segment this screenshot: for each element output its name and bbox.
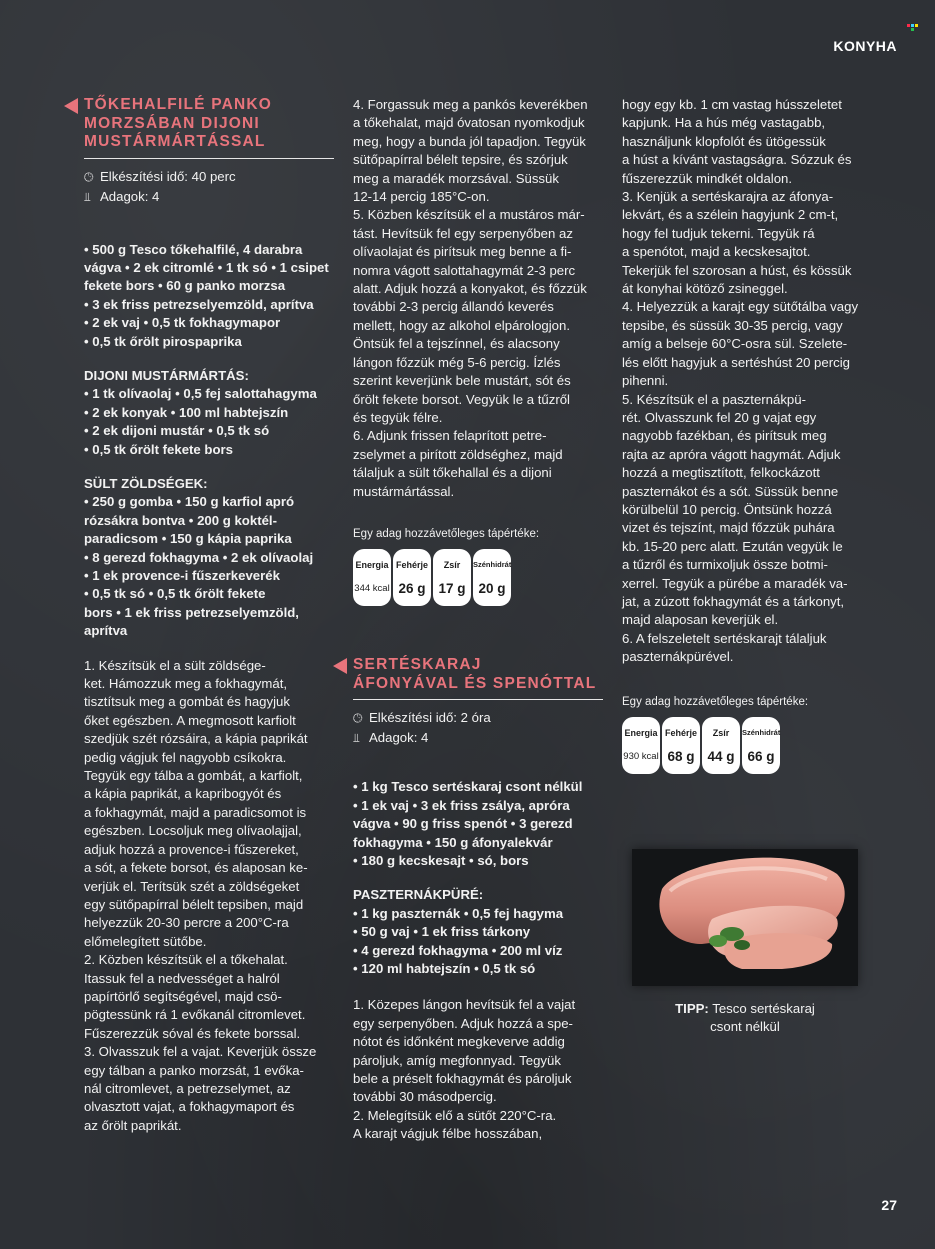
servings: Adagok: 4 [100, 188, 160, 204]
sauce-heading: DIJONI MUSTÁRMÁRTÁS: [84, 367, 249, 383]
sauce-ingredients: • 1 tk olívaolaj • 0,5 fej salottahagyma • 2 ek konyak • 100 ml habtejszín • 2 ek dijoni mustár • 0,5 tk só • 0,5 tk őrölt fekete bors [84, 386, 317, 457]
recipe1-ingredients: • 500 g Tesco tőkehalfilé, 4 darabra vágva • 2 ek citromlé • 1 tk só • 1 csipet fekete bors • 60 g panko morzsa • 3 ek friss petrezselyemzöld, aprítva • 2 ek vaj • 0,5 tk fokhagymapor • 0,5 tk őrölt pirospaprika [84, 241, 329, 349]
clock-icon: 🕒︎ [84, 169, 94, 184]
section-label: KONYHA [833, 38, 897, 54]
prep-time: Elkészítési idő: 40 perc [100, 168, 236, 184]
cutlery-icon: ⫫ [84, 189, 91, 204]
pork-loin-photo [632, 849, 858, 986]
recipe2-nutrition-table [622, 717, 862, 774]
nutrition-fat: Zsír 44 g [702, 717, 740, 774]
pork-loin-illustration [632, 849, 858, 986]
nutrition-protein: Fehérje 26 g [393, 549, 431, 606]
recipe1-meta [84, 167, 334, 207]
cutlery-icon: ⫫ [353, 731, 360, 746]
title-divider [353, 699, 603, 700]
nutrition-protein: Fehérje 68 g [662, 717, 700, 774]
tip-caption [640, 1000, 850, 1037]
recipe1-steps-col2: 4. Forgassuk meg a pankós keverékben a tőkehalat, majd óvatosan nyomkodjuk meg, hogy a bunda jól tapadjon. Tegyük sütőpapírral bélelt tepsire, és szórjuk meg a maradék morzsával. Süssük 12-14 percig 185°C-on. 5. Közben készítsük el a mustáros már- tást. Hevítsük fel egy serpenyőben az olívaolajat és pirítsuk meg benne a fi- nomra vágott salottahagymát 2-3 perc alatt. Adjuk hozzá a konyakot, és főzzük további 2-3 percig állandó keverés mellett, hogy az alkohol elpárologjon. Öntsük fel a tejszínnel, és alacsony lángon főzzük még 5-6 percig. Ízlés szerint keverjünk bele mustárt, sót és őrölt fekete borsot. Vegyük le a tűzről és tegyük félre. 6. Adjunk frissen felaprított petre- zselymet a pirított zöldséghez, majd tálaljuk a sült tőkehallal és a dijoni mustármártással. [353, 97, 588, 499]
tip-text-1: Tesco sertéskaraj [708, 1001, 815, 1016]
recipe1-title: TŐKEHALFILÉ PANKO MORZSÁBAN DIJONI MUSTÁRMÁRTÁSSAL [84, 96, 334, 152]
recipe1-nutrition-caption: Egy adag hozzávetőleges tápértéke: [353, 527, 540, 540]
recipe2-ingredients: • 1 kg Tesco sertéskaraj csont nélkül • 1 ek vaj • 3 ek friss zsálya, apróra vágva • 90 g friss spenót • 3 gerezd fokhagyma • 150 g áfonyalekvár • 180 g kecskesajt • só, bors [353, 779, 583, 868]
recipe2-steps-col2: 1. Közepes lángon hevítsük fel a vajat egy serpenyőben. Adjuk hozzá a spe- nótot és időnként megkeverve addig pároljuk, amíg megfonnyad. Tegyük bele a préselt fokhagymát és pároljuk további 30 másodpercig. 2. Melegítsük elő a sütőt 220°C-ra. A karajt vágjuk félbe hosszában, [353, 997, 576, 1142]
column-1 [84, 96, 334, 1135]
recipe2-title: SERTÉSKARAJ ÁFONYÁVAL ÉS SPENÓTTAL [353, 656, 603, 693]
servings: Adagok: 4 [369, 730, 429, 746]
recipe1-steps-col1: 1. Készítsük el a sült zöldsége- ket. Hámozzuk meg a fokhagymát, tisztítsuk meg a gombát és hagyjuk őket egészben. A megmosott karfiolt szedjük szét rózsáira, a kápia paprikát pedig vágjuk fel nagyobb csíkokra. Tegyük egy tálba a gombát, a karfiolt, a kápia paprikát, a kapribogyót és a fokhagymát, majd a paradicsomot is egészben. Locsoljuk meg olívaolajjal, adjuk hozzá a provence-i fűszereket, a sót, a fekete borsot, és alaposan ke- verjük el. Terítsük szét a zöldségeket egy sütőpapírral bélelt tepsiben, majd helyezzük 20-30 percre a 200°C-ra előmelegített sütőbe. 2. Közben készítsük el a tőkehalat. Itassuk fel a nedvességet a halról papírtörlő segítségével, majd csö- pögtessünk rá 1 evőkanál citromlevet. Fűszerezzük sóval és fekete borssal. 3. Olvasszuk fel a vajat. Keverjük össze egy tálban a panko morzsát, 1 evőka- nál citromlevet, a petrezselymet, az olvasztott vajat, a fokhagymaport és az őrölt paprikát. [84, 657, 317, 1133]
recipe2-meta [353, 708, 603, 748]
column-2 [353, 96, 603, 1144]
nutrition-energy: Energia 930 kcal [622, 717, 660, 774]
clock-icon: 🕒︎ [353, 711, 363, 726]
nutrition-carbs: Szénhidrát 66 g [742, 717, 780, 774]
puree-ingredients: • 1 kg paszternák • 0,5 fej hagyma • 50 g vaj • 1 ek friss tárkony • 4 gerezd fokhagyma • 200 ml víz • 120 ml habtejszín • 0,5 tk só [353, 905, 564, 976]
arrow-left-icon [64, 98, 78, 114]
tip-label: TIPP: [675, 1001, 709, 1016]
arrow-left-icon [333, 658, 347, 674]
column-3 [622, 96, 862, 774]
veg-heading: SÜLT ZÖLDSÉGEK: [84, 475, 208, 491]
title-divider [84, 158, 334, 159]
nutrition-fat: Zsír 17 g [433, 549, 471, 606]
brand-logo-icon [907, 24, 919, 32]
recipe2-nutrition-caption: Egy adag hozzávetőleges tápértéke: [622, 695, 809, 708]
page-number: 27 [881, 1197, 897, 1213]
veg-ingredients: • 250 g gomba • 150 g karfiol apró rózsákra bontva • 200 g koktél- paradicsom • 150 g kápia paprika • 8 gerezd fokhagyma • 2 ek olívaolaj • 1 ek provence-i fűszerkeverék • 0,5 tk só • 0,5 tk őrölt fekete bors • 1 ek friss petrezselyemzöld, aprítva [84, 494, 314, 639]
recipe1-nutrition-table [353, 549, 603, 606]
prep-time: Elkészítési idő: 2 óra [369, 710, 491, 726]
nutrition-energy: Energia 344 kcal [353, 549, 391, 606]
tip-text-2: csont nélkül [710, 1019, 780, 1035]
recipe2-steps-col3: hogy egy kb. 1 cm vastag hússzeletet kapjunk. Ha a hús még vastagabb, használjunk klopfolót és ütögessük a húst a kívánt vastagságra. Sózzuk és fűszerezzük mindkét oldalon. 3. Kenjük a sertéskarajra az áfonya- lekvárt, és a szélein hagyjunk 2 cm-t, hogy fel tudjuk tekerni. Tegyük rá a spenótot, majd a kecskesajtot. Tekerjük fel szorosan a húst, és kössük át konyhai kötöző zsineggel. 4. Helyezzük a karajt egy sütőtálba vagy tepsibe, és süssük 30-35 percig, vagy amíg a belseje 60°C-osra sül. Szelete- lés előtt hagyjuk a sertéshúst 20 percig pihenni. 5. Készítsük el a paszternákpü- rét. Olvasszunk fel 20 g vajat egy nagyobb fazékban, és pirítsuk meg rajta az apróra vágott hagymát. Adjuk hozzá a megtisztított, felkockázott paszternákot és a sót. Süssük benne körülbelül 10 percig. Öntsünk hozzá vizet és tejszínt, majd főzzük puhára kb. 15-20 perc alatt. Ezután vegyük le a tűzről és turmixoljuk össze botmi- xerrel. Tegyük a pürébe a maradék va- jat, a zúzott fokhagymát és a tárkonyt, majd alaposan keverjük el. 6. A felszeletelt sertéskarajt tálaljuk paszternákpürével. [622, 97, 859, 665]
puree-heading: PASZTERNÁKPÜRÉ: [353, 887, 484, 903]
nutrition-carbs: Szénhidrát 20 g [473, 549, 511, 606]
